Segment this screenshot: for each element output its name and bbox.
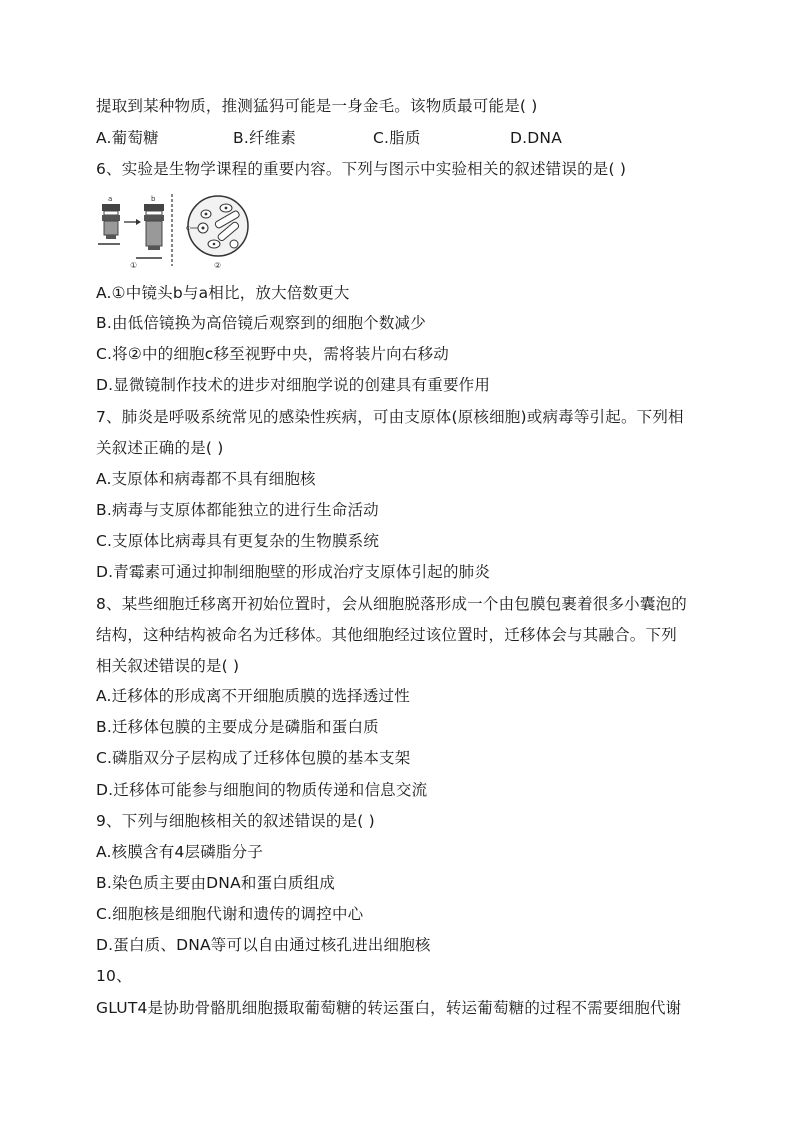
q8-stem-line3: 相关叙述错误的是( )	[96, 657, 240, 675]
q6-option-d: D.显微镜制作技术的进步对细胞学说的创建具有重要作用	[96, 376, 491, 394]
lens-a-label: a	[108, 195, 113, 203]
q7-stem-line1: 7、肺炎是呼吸系统常见的感染性疾病，可由支原体(原核细胞)或病毒等引起。下列相	[96, 408, 684, 426]
cell-c-label: c	[186, 224, 190, 232]
q8-stem-line2: 结构，这种结构被命名为迁移体。其他细胞经过该位置时，迁移体会与其融合。下列	[96, 626, 677, 644]
panel-1-label: ①	[130, 261, 138, 270]
panel-2-label: ②	[214, 261, 222, 270]
q5-option-b: B.纤维素	[233, 129, 297, 147]
q7-option-a: A.支原体和病毒都不具有细胞核	[96, 470, 316, 488]
q6-option-a: A.①中镜头b与a相比，放大倍数更大	[96, 284, 350, 302]
q8-stem-line1: 8、某些细胞迁移离开初始位置时，会从细胞脱落形成一个由包膜包裹着很多小囊泡的	[96, 595, 687, 613]
objective-lens-a	[102, 204, 120, 239]
q5-option-d: D.DNA	[510, 129, 562, 147]
q8-option-d: D.迁移体可能参与细胞间的物质传递和信息交流	[96, 781, 428, 799]
field-of-view	[188, 196, 248, 256]
q7-option-b: B.病毒与支原体都能独立的进行生命活动	[96, 501, 379, 519]
q8-option-b: B.迁移体包膜的主要成分是磷脂和蛋白质	[96, 718, 379, 736]
q7-option-c: C.支原体比病毒具有更复杂的生物膜系统	[96, 532, 380, 550]
arrow-icon	[136, 219, 141, 225]
q9-option-d: D.蛋白质、DNA等可以自由通过核孔进出细胞核	[96, 936, 431, 954]
microscope-figure	[96, 192, 256, 270]
q6-option-c: C.将②中的细胞c移至视野中央，需将装片向右移动	[96, 345, 449, 363]
lens-b-label: b	[151, 195, 156, 203]
q7-stem-line2: 关叙述正确的是( )	[96, 439, 224, 457]
q8-option-c: C.磷脂双分子层构成了迁移体包膜的基本支架	[96, 749, 411, 767]
q9-stem: 9、下列与细胞核相关的叙述错误的是( )	[96, 812, 375, 830]
q9-option-c: C.细胞核是细胞代谢和遗传的调控中心	[96, 905, 364, 923]
q5-option-c: C.脂质	[373, 129, 421, 147]
q8-option-a: A.迁移体的形成离不开细胞质膜的选择透过性	[96, 687, 410, 705]
q9-option-b: B.染色质主要由DNA和蛋白质组成	[96, 874, 336, 892]
q5-option-a: A.葡萄糖	[96, 129, 159, 147]
q7-option-d: D.青霉素可通过抑制细胞壁的形成治疗支原体引起的肺炎	[96, 563, 491, 581]
q6-stem: 6、实验是生物学课程的重要内容。下列与图示中实验相关的叙述错误的是( )	[96, 160, 627, 178]
q10-number: 10、	[96, 967, 132, 985]
q5-stem-continuation: 提取到某种物质，推测猛犸可能是一身金毛。该物质最可能是( )	[96, 97, 538, 115]
q5-options	[96, 128, 696, 148]
q6-option-b: B.由低倍镜换为高倍镜后观察到的细胞个数减少	[96, 314, 426, 332]
q9-option-a: A.核膜含有4层磷脂分子	[96, 843, 264, 861]
objective-lens-b	[144, 204, 164, 250]
q10-stem-line1: GLUT4是协助骨骼肌细胞摄取葡萄糖的转运蛋白，转运葡萄糖的过程不需要细胞代谢	[96, 999, 682, 1017]
